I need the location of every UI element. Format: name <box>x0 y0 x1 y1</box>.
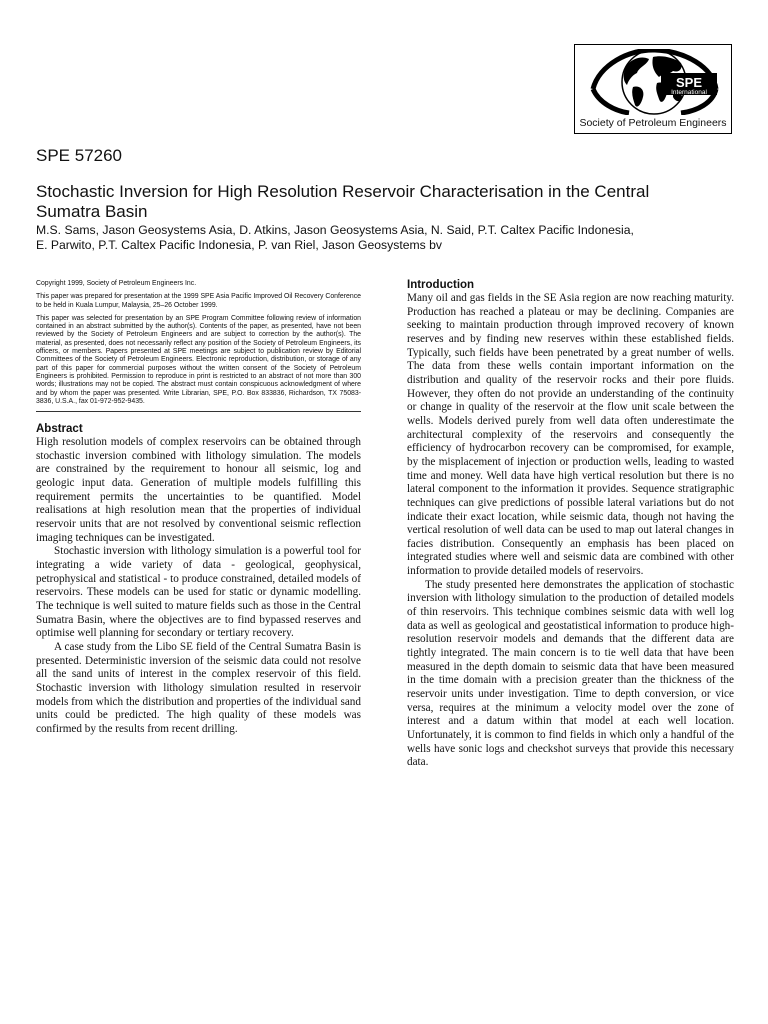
spe-logo <box>574 44 732 134</box>
author-list <box>36 223 736 253</box>
paper-number: SPE 57260 <box>36 146 123 165</box>
copyright-divider <box>36 411 361 412</box>
svg-text:SPE: SPE <box>675 75 703 90</box>
left-column <box>36 280 361 737</box>
globe-logo-icon <box>589 49 719 115</box>
logo-organization-name: Society of Petroleum Engineers <box>579 117 727 129</box>
abstract-paragraph: Stochastic inversion with lithology simulation is a powerful tool for integrating a wide variety of data - geological, geophysical, petrophysical and statistical - to produce constrained, detailed models of reservoirs. These models can be used for static or dynamic modelling. The technique is well suited to mature fields such as those in the Central Sumatra Basin, where the objectives are to find bypassed reserves and optimise well planning for secondary or tertiary recovery. <box>36 545 361 640</box>
svg-text:International: International <box>671 89 707 96</box>
abstract-paragraph: High resolution models of complex reservoirs can be obtained through stochastic inversion combined with lithology simulation. The models are constrained by the requirement to honour all seismic, log and geologic input data. Generation of multiple models fulfilling this requirement permits the uncertainties to be quantified. Model realisations at high resolution mean that the properties of individual reservoir units that are not resolved by conventional seismic reflection imaging techniques can be investigated. <box>36 436 361 544</box>
abstract-paragraph: A case study from the Libo SE field of the Central Sumatra Basin is presented. Deterministic inversion of the seismic data could not resolve all the sand units of interest in the complex reservoir of this field. Stochastic inversion with lithology simulation resulted in reservoir models from which the distribution and properties of the individual sand units could be predicted. The high quality of these models was confirmed by the results from recent drilling. <box>36 641 361 735</box>
authors-line-2: E. Parwito, P.T. Caltex Pacific Indonesia, P. van Riel, Jason Geosystems bv <box>36 238 442 252</box>
conference-note: This paper was prepared for presentation at the 1999 SPE Asia Pacific Improved Oil Recovery Conference to be held in Kuala Lumpur, Malaysia, 25–26 October 1999. <box>36 293 361 309</box>
introduction-paragraph: The study presented here demonstrates the application of stochastic inversion with lithology simulation to the production of detailed models of thin reservoirs. This technique combines seismic data with well log data as well as geological and geostatistical information to produce high-resolution reservoir models and demands that the different data are tightly integrated. The main concern is to tie well data that have been measured in the depth domain to seismic data that have been measured in the time domain with a precision greater than the thickness of the reservoir units under investigation. Time to depth conversion, or vice versa, requires at the minimum a velocity model over the zone of interest and a datum within that model at each well location. Unfortunately, it is common to find fields in which only a handful of the wells have sonic logs and checkshot surveys that provide this necessary data. <box>407 578 734 769</box>
permission-note: This paper was selected for presentation by an SPE Program Committee following review of information contained in an abstract submitted by the author(s). Contents of the paper, as presented, have not been reviewed by the Society of Petroleum Engineers and are subject to correction by the author(s). The material, as presented, does not necessarily reflect any position of the Society of Petroleum Engineers, its officers, or members. Papers presented at SPE meetings are subject to publication review by Editorial Committees of the Society of Petroleum Engineers. Electronic reproduction, distribution, or storage of any part of this paper for commercial purposes without the written consent of the Society of Petroleum Engineers is prohibited. Permission to reproduce in print is restricted to an abstract of not more than 300 words; illustrations may not be copied. The abstract must contain conspicuous acknowledgment of where and by whom the paper was presented. Write Librarian, SPE, P.O. Box 833836, Richardson, TX 75083-3836, U.S.A., fax 01-972-952-9435. <box>36 314 361 405</box>
right-column <box>407 279 734 770</box>
authors-line-1: M.S. Sams, Jason Geosystems Asia, D. Atkins, Jason Geosystems Asia, N. Said, P.T. Caltex Pacific Indonesia, <box>36 223 634 237</box>
introduction-heading: Introduction <box>407 279 475 291</box>
introduction-body <box>407 292 734 770</box>
paper-title: Stochastic Inversion for High Resolution Reservoir Characterisation in the Central Sumatra Basin <box>36 182 650 221</box>
introduction-paragraph: Many oil and gas fields in the SE Asia region are now reaching maturity. Production has reached a plateau or may be declining. Companies are seeking to maintain production through improved recovery of known reserves and by finding new reserves within these established fields. Typically, such fields have been penetrated by a great number of wells. The data from these wells contain important information on the distribution and quality of the reservoir rocks and their pore fluids. However, they often do not provide an understanding of the continuity or change in quality of the reservoir at the flow unit scale between the wells. Models derived purely from well data often underestimate the architectural complexity of the reservoirs and consequently the efficiency of hydrocarbon recovery can be compromised, for example, by the misplacement of injection or production wells, leading to wasted time and money. Well data have high vertical resolution but there is no lateral component to the information it provides. Sequence stratigraphic techniques can give predictions of possible lateral variations but do not indicate their exact location, while seismic data, though not having the vertical resolution of well data can be used to map out lateral changes in facies distribution. Consequently an emphasis has been placed on integrated studies where well and seismic data are combined with other information to provide detailed models of reservoirs. <box>407 292 734 578</box>
abstract-body <box>36 436 361 736</box>
copyright-line: Copyright 1999, Society of Petroleum Engineers Inc. <box>36 280 197 287</box>
copyright-notice <box>36 280 361 406</box>
abstract-heading: Abstract <box>36 423 83 436</box>
